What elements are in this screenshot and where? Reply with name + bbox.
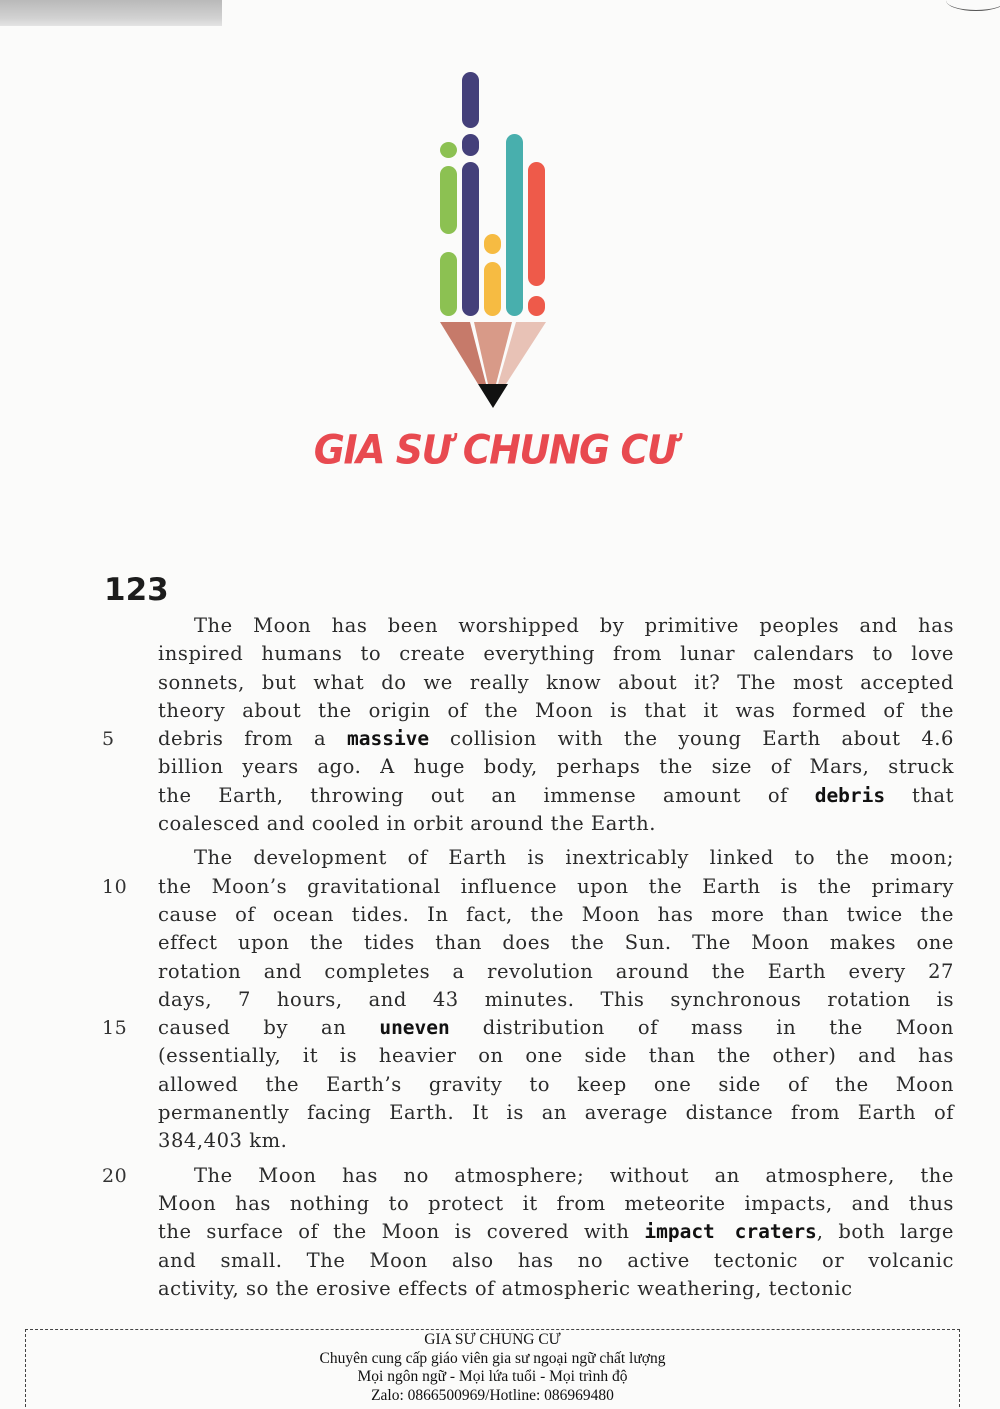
passage-line bbox=[96, 782, 966, 810]
line-text: the surface of the Moon is covered with impact craters, both large bbox=[158, 1220, 954, 1244]
line-text: allowed the Earth’s gravity to keep one side of the Moon bbox=[158, 1072, 954, 1096]
logo-bar-teal bbox=[506, 134, 523, 316]
line-text: effect upon the tides than does the Sun. The Moon makes one bbox=[158, 931, 954, 955]
line-text: Moon has nothing to protect it from meteorite impacts, and thus bbox=[158, 1191, 954, 1215]
brand-name: GIA SƯ CHUNG CƯ bbox=[313, 426, 677, 474]
line-text: The Moon has been worshipped by primitive peoples and has bbox=[194, 614, 954, 637]
line-text: caused by an uneven distribution of mass in the Moon bbox=[158, 1016, 954, 1040]
line-text: theory about the origin of the Moon is that it was formed of the bbox=[158, 698, 954, 722]
line-text: (essentially, it is heavier on one side than the other) and has bbox=[158, 1044, 954, 1068]
passage-line bbox=[96, 1247, 966, 1275]
logo-bar-red bbox=[528, 162, 545, 286]
line-text: 384,403 km. bbox=[158, 1129, 288, 1153]
passage-line bbox=[96, 612, 966, 640]
passage-line bbox=[96, 1014, 966, 1042]
footer-title: GIA SƯ CHUNG CƯ bbox=[424, 1331, 561, 1348]
passage-line bbox=[96, 958, 966, 986]
line-number: 10 bbox=[102, 875, 128, 898]
page-number: 123 bbox=[104, 572, 169, 608]
line-text: The Moon has no atmosphere; without an atmosphere, the bbox=[194, 1163, 954, 1187]
passage-line bbox=[96, 640, 966, 668]
passage-line bbox=[96, 1042, 966, 1070]
line-text: debris from a massive collision with the young Earth about 4.6 bbox=[158, 727, 954, 751]
footer-tagline: Chuyên cung cấp giáo viên gia sư ngoại ngữ chất lượng bbox=[319, 1349, 666, 1367]
passage-line bbox=[96, 753, 966, 781]
footer-contact: Zalo: 0866500969/Hotline: 086969480 bbox=[371, 1386, 614, 1404]
footer-contact-box bbox=[25, 1329, 960, 1407]
line-text: and small. The Moon also has no active tectonic or volcanic bbox=[158, 1248, 954, 1272]
passage-line bbox=[96, 697, 966, 725]
passage-line bbox=[96, 810, 966, 838]
footer-slogan: Mọi ngôn ngữ - Mọi lứa tuổi - Mọi trình độ bbox=[357, 1368, 628, 1385]
line-text: billion years ago. A huge body, perhaps the size of Mars, struck bbox=[158, 755, 954, 779]
line-text: coalesced and cooled in orbit around the Earth. bbox=[158, 812, 656, 836]
logo-bar-red bbox=[528, 296, 545, 316]
line-text: permanently facing Earth. It is an average distance from Earth of bbox=[158, 1101, 954, 1125]
line-number: 20 bbox=[102, 1164, 128, 1187]
passage-line bbox=[96, 1099, 966, 1127]
logo-bar-yellow bbox=[484, 262, 501, 316]
line-text: rotation and completes a revolution around the Earth every 27 bbox=[158, 959, 954, 983]
line-number: 5 bbox=[102, 728, 115, 751]
passage-line bbox=[96, 1275, 966, 1303]
logo-bar-navy bbox=[462, 72, 479, 128]
reading-passage bbox=[96, 612, 966, 1309]
passage-line bbox=[96, 1071, 966, 1099]
line-text: inspired humans to create everything from lunar calendars to love bbox=[158, 642, 954, 666]
passage-line bbox=[96, 1190, 966, 1218]
passage-line bbox=[96, 901, 966, 929]
pencil-bars-logo-icon bbox=[430, 70, 556, 420]
line-text: the Moon’s gravitational influence upon the Earth is the primary bbox=[158, 874, 954, 898]
logo-bar-navy bbox=[462, 162, 479, 316]
passage-paragraph bbox=[96, 1162, 966, 1303]
line-text: days, 7 hours, and 43 minutes. This synchronous rotation is bbox=[158, 987, 954, 1011]
passage-line bbox=[96, 669, 966, 697]
scan-corner-mark bbox=[946, 0, 1000, 11]
passage-line bbox=[96, 986, 966, 1014]
logo-bar-green bbox=[440, 142, 457, 158]
passage-paragraph bbox=[96, 612, 966, 838]
line-text: cause of ocean tides. In fact, the Moon has more than twice the bbox=[158, 902, 954, 926]
logo-bar-navy bbox=[462, 134, 479, 156]
logo-bar-yellow bbox=[484, 234, 501, 254]
passage-line bbox=[96, 844, 966, 872]
line-number: 15 bbox=[102, 1017, 128, 1040]
passage-line bbox=[96, 1218, 966, 1246]
logo-bar-green bbox=[440, 252, 457, 316]
passage-line bbox=[96, 725, 966, 753]
passage-line bbox=[96, 1127, 966, 1155]
line-text: the Earth, throwing out an immense amount of debris that bbox=[158, 783, 954, 807]
passage-line bbox=[96, 873, 966, 901]
passage-line bbox=[96, 929, 966, 957]
logo-tip-lead bbox=[478, 384, 508, 408]
line-text: The development of Earth is inextricably linked to the moon; bbox=[194, 846, 954, 870]
scan-edge-shadow bbox=[0, 0, 222, 26]
line-text: sonnets, but what do we really know about it? The most accepted bbox=[158, 670, 954, 694]
line-text: activity, so the erosive effects of atmospheric weathering, tectonic bbox=[158, 1276, 853, 1300]
passage-paragraph bbox=[96, 844, 966, 1155]
logo-bar-green bbox=[440, 166, 457, 234]
passage-line bbox=[96, 1162, 966, 1190]
